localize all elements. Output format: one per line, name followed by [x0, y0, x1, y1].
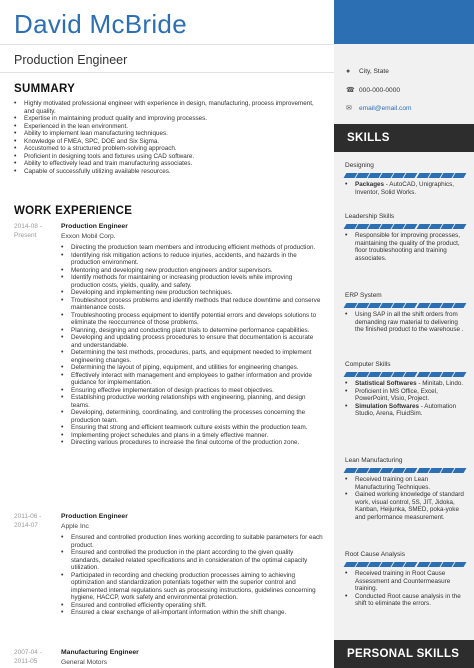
skill-detail-item — [345, 403, 465, 418]
skill-level-bar — [345, 173, 465, 178]
candidate-title: Production Engineer — [14, 53, 128, 67]
skill-detail-text: Gained working knowledge of standard work, visual control, 5S, JIT, Jidoka, Kanban, Heijunka, SMED, poka-yoke and performance measurement. — [355, 491, 464, 521]
job-duty-item: • Ensured a clear exchange of all-important information within the shift change. — [61, 609, 323, 617]
skill-detail-text: Conducted Root cause analysis in the shift to eliminate the errors. — [355, 592, 461, 607]
skill-details — [345, 232, 465, 262]
job-dates — [14, 223, 56, 240]
job-title: Manufacturing Engineer — [61, 649, 139, 656]
skill-detail-item — [345, 476, 465, 491]
skill-group — [345, 213, 465, 262]
job-duty-item: • Developing and updating process procedures to ensure that documentation is accurate and understandable. — [61, 334, 323, 349]
skill-group-name: Designing — [345, 162, 374, 169]
location-text: City, State — [359, 68, 389, 75]
skill-detail-item — [345, 311, 465, 334]
job-duty-item: • Planning, designing and conducting plant trials to determine performance capabilities. — [61, 327, 323, 335]
summary-item: • Accustomed to a structured problem-solving approach. — [14, 145, 319, 153]
contact-phone — [346, 86, 400, 94]
location-pin-icon: ● — [346, 68, 351, 75]
skill-detail-item — [345, 232, 465, 262]
job-date-end: 2014-07 — [14, 521, 38, 529]
job-duty-item: • Identifying risk mitigation actions to reduce injuries, accidents, and hazards in the production environment. — [61, 252, 323, 267]
skill-level-segment — [452, 372, 466, 377]
email-link[interactable]: email@email.com — [359, 105, 412, 112]
job-entry — [14, 223, 324, 513]
job-duty-item: • Determining the test methods, procedures, parts, and equipment needed to implement engineering changes. — [61, 349, 323, 364]
sidebar-header-block — [334, 0, 474, 44]
skill-level-segment — [452, 468, 466, 473]
summary-item: • Experienced in the lean environment. — [14, 123, 319, 131]
skill-group-name: Root Cause Analysis — [345, 551, 405, 558]
skill-detail-text: - Automation Studio, Arena, FluidSim. — [355, 402, 457, 417]
skill-detail-item — [345, 491, 465, 521]
skill-level-bar — [345, 372, 465, 377]
skill-detail-label: Simulation Softwares — [355, 402, 420, 410]
phone-text: 000-000-0000 — [359, 87, 401, 94]
job-duty-item: • Ensured and controlled production lines working according to suitable parameters for each product. — [61, 534, 323, 549]
skill-detail-text: - Minitab, Lindo. — [416, 380, 464, 387]
candidate-name: David McBride — [14, 9, 187, 39]
job-date-start: 2007-04 - — [14, 649, 42, 656]
skill-detail-item — [345, 181, 465, 196]
job-duty-item: • Ensured and controlled the production in the plant according to the given quality standards, detailed related specifications and in consideration of the optimal capacity utilization. — [61, 549, 323, 572]
skill-detail-text: Responsible for improving processes, maintaining the quality of the product, floor troubleshooting and training associates. — [355, 232, 460, 262]
job-duty-item: • Troubleshoot process problems and identify methods that reduce downtime and conserve maintenance costs. — [61, 297, 323, 312]
skill-detail-text: - AutoCAD, Unigraphics, Inventor, Solid Works. — [355, 181, 455, 196]
skill-group — [345, 292, 465, 334]
title-divider — [0, 72, 334, 73]
summary-item: • Ability to implement lean manufacturing techniques. — [14, 130, 319, 138]
skill-detail-text: Using SAP in all the shift orders from demanding raw material to delivering the finished product to the warehouse . — [355, 311, 464, 333]
job-date-start: 2011-06 - — [14, 513, 42, 520]
skill-level-segment — [452, 303, 466, 308]
job-duty-item: • Determining the layout of piping, equipment, and utilities for engineering changes. — [61, 364, 323, 372]
job-duties — [61, 534, 323, 617]
job-duty-item: • Directing various procedures to increase the final outcome of the production zone. — [61, 439, 323, 447]
skill-details — [345, 311, 465, 334]
work-experience-heading: WORK EXPERIENCE — [14, 205, 133, 217]
job-date-end: Present — [14, 231, 37, 239]
skill-group — [345, 457, 465, 521]
job-dates — [14, 649, 56, 666]
job-title: Production Engineer — [61, 223, 128, 230]
skill-group — [345, 361, 465, 418]
skill-detail-label: Packages — [355, 181, 385, 188]
skill-group-name: Leadership Skills — [345, 213, 395, 220]
skill-detail-text: Received training in Root Cause Assessment and Countermeasure training. — [355, 570, 451, 592]
skill-group-name: Lean Manufacturing — [345, 457, 403, 464]
skill-level-bar — [345, 224, 465, 229]
job-duty-item: • Ensuring that strong and efficient teamwork culture exists within the production team. — [61, 424, 323, 432]
skill-group-name: ERP System — [345, 292, 382, 299]
job-dates — [14, 513, 56, 530]
job-duty-item: • Developing and implementing new production techniques. — [61, 289, 323, 297]
header-divider — [0, 44, 334, 45]
job-duty-item: • Directing the production team members and introducing efficient methods of production. — [61, 244, 323, 252]
skill-details — [345, 476, 465, 521]
skills-heading: SKILLS — [334, 124, 474, 152]
personal-skills-heading: PERSONAL SKILLS — [334, 640, 474, 668]
skill-group-name: Computer Skills — [345, 361, 391, 368]
summary-list — [14, 100, 319, 175]
skill-detail-item — [345, 388, 465, 403]
job-date-end: 2011-05 — [14, 657, 38, 665]
skill-level-bar — [345, 303, 465, 308]
skill-level-bar — [345, 562, 465, 567]
skill-level-segment — [452, 173, 466, 178]
skill-detail-label: Statistical Softwares — [355, 380, 417, 387]
skill-details — [345, 181, 465, 196]
summary-item: • Capable of successfully utilizing available resources. — [14, 168, 319, 176]
skill-detail-text: Proficient in MS Office, Excel, PowerPoint, Visio, Project. — [355, 387, 438, 402]
job-duty-item: • Ensuring effective implementation of design practices to meet objectives. — [61, 387, 323, 395]
job-duty-item: • Implementing project schedules and plans in a timely effective manner. — [61, 432, 323, 440]
contact-email[interactable] — [346, 104, 412, 112]
job-duty-item: • Developing, determining, coordinating, and controlling the processes concerning the production team. — [61, 409, 323, 424]
skill-detail-item — [345, 593, 465, 608]
job-entry — [14, 513, 324, 638]
skill-details — [345, 380, 465, 418]
job-duties — [61, 244, 323, 447]
skill-group — [345, 162, 465, 196]
envelope-icon: ✉ — [346, 105, 352, 112]
summary-item: • Proficient in designing tools and fixtures using CAD software. — [14, 153, 319, 161]
phone-icon: ☎ — [346, 87, 355, 94]
job-duty-item: • Troubleshooting process equipment to identify potential errors and develops solutions to eliminate the reoccurrence of those problems. — [61, 312, 323, 327]
skill-details — [345, 570, 465, 608]
skill-detail-item — [345, 380, 465, 388]
skill-level-segment — [452, 562, 466, 567]
job-duty-item: • Establishing productive working relationships with engineering, planning, and design teams. — [61, 394, 323, 409]
summary-item: • Highly motivated professional engineer with experience in design, manufacturing, process improvement, and quality. — [14, 100, 319, 115]
contact-location — [346, 68, 389, 75]
job-company: Exxon Mobil Corp. — [61, 233, 116, 240]
summary-item: • Ability to effectively lead and train manufacturing associates. — [14, 160, 319, 168]
skill-level-segment — [452, 224, 466, 229]
job-duty-item: • Ensured and controlled efficiently operating shift. — [61, 602, 323, 610]
skill-detail-text: Received training on Lean Manufacturing Techniques. — [355, 476, 431, 491]
skill-detail-item — [345, 570, 465, 593]
job-duty-item: • Effectively interact with management and employees to gather information and provide guidance for implementation. — [61, 372, 323, 387]
summary-item: • Knowledge of FMEA, SPC, DOE and Six Sigma. — [14, 138, 319, 146]
skill-level-bar — [345, 468, 465, 473]
job-duty-item: • Participated in recording and checking production processes aiming to achieving optimization and standardization potentials together with the superior control and implemented internal regulations such as processing instructions, guidelines concerning hygiene, HACCP, work safety and environmental protection. — [61, 572, 323, 602]
job-date-start: 2014-08 - — [14, 223, 42, 230]
summary-item: • Expertise in maintaining product quality and improving processes. — [14, 115, 319, 123]
job-duty-item: • Identify methods for maintaining or increasing production levels while improving production costs, yields, quality, and safety. — [61, 274, 323, 289]
job-entry — [14, 649, 324, 668]
job-title: Production Engineer — [61, 513, 128, 520]
job-duty-item: • Mentoring and developing new production engineers and/or supervisors. — [61, 267, 323, 275]
job-company: Apple Inc — [61, 523, 89, 530]
job-company: General Motors — [61, 659, 108, 666]
skill-group — [345, 551, 465, 608]
summary-heading: SUMMARY — [14, 83, 76, 95]
